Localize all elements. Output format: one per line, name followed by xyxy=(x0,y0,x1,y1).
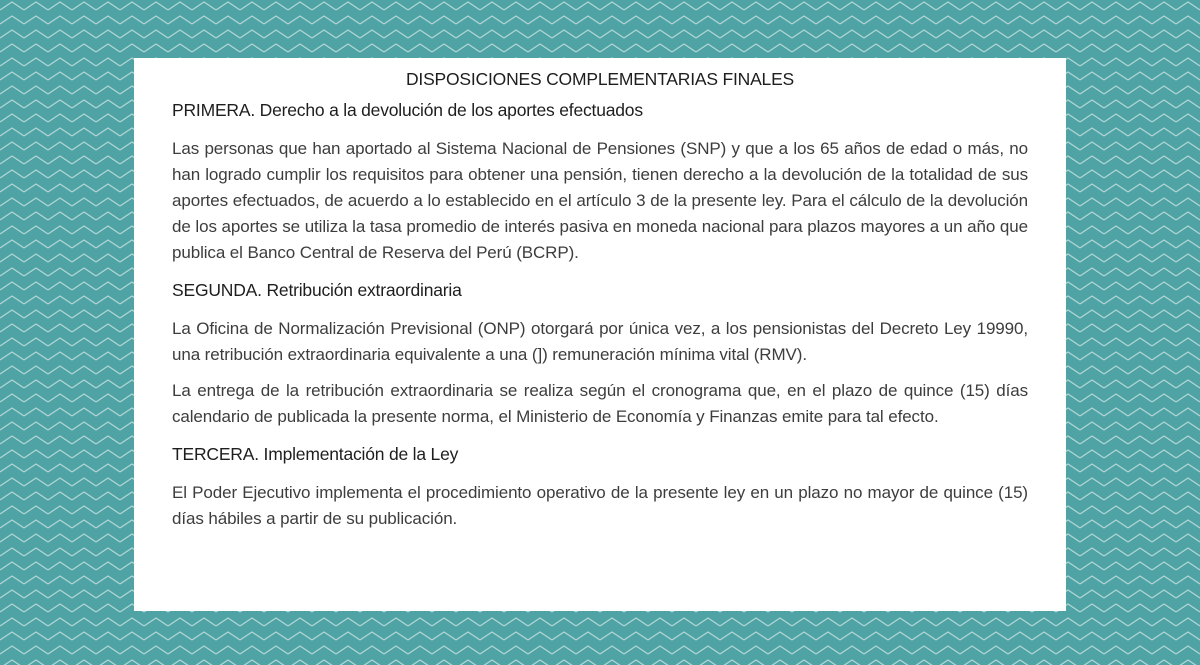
section-heading: TERCERA. Implementación de la Ley xyxy=(172,444,459,464)
document-page xyxy=(134,58,1066,611)
section-tercera xyxy=(172,444,1028,532)
section-heading: PRIMERA. Derecho a la devolución de los aportes efectuados xyxy=(172,100,643,120)
section-segunda xyxy=(172,280,1028,430)
section-heading: SEGUNDA. Retribución extraordinaria xyxy=(172,280,462,300)
document-title: DISPOSICIONES COMPLEMENTARIAS FINALES xyxy=(405,69,795,89)
section-paragraph: El Poder Ejecutivo implementa el procedimiento operativo de la presente ley en un plazo no mayor de quince (15) días hábiles a partir de su publicación. xyxy=(172,483,1028,528)
section-paragraph: Las personas que han aportado al Sistema Nacional de Pensiones (SNP) y que a los 65 años de edad o más, no han logrado cumplir los requisitos para obtener una pensión, tienen derecho a la devolución de la totalidad de sus aportes efectuados, de acuerdo a lo establecido en el artículo 3 de la presente ley. Para el cálculo de la devolución de los aportes se utiliza la tasa promedio de interés pasiva en moneda nacional para plazos mayores a un año que publica el Banco Central de Reserva del Perú (BCRP). xyxy=(172,139,1028,262)
section-primera xyxy=(172,100,1028,266)
section-paragraph: La entrega de la retribución extraordinaria se realiza según el cronograma que, en el plazo de quince (15) días calendario de publicada la presente norma, el Ministerio de Economía y Finanzas emite para tal efecto. xyxy=(172,381,1028,426)
section-paragraph: La Oficina de Normalización Previsional (ONP) otorgará por única vez, a los pensionistas del Decreto Ley 19990, una retribución extraordinaria equivalente a una (]) remuneración mínima vital (RMV). xyxy=(172,319,1028,364)
